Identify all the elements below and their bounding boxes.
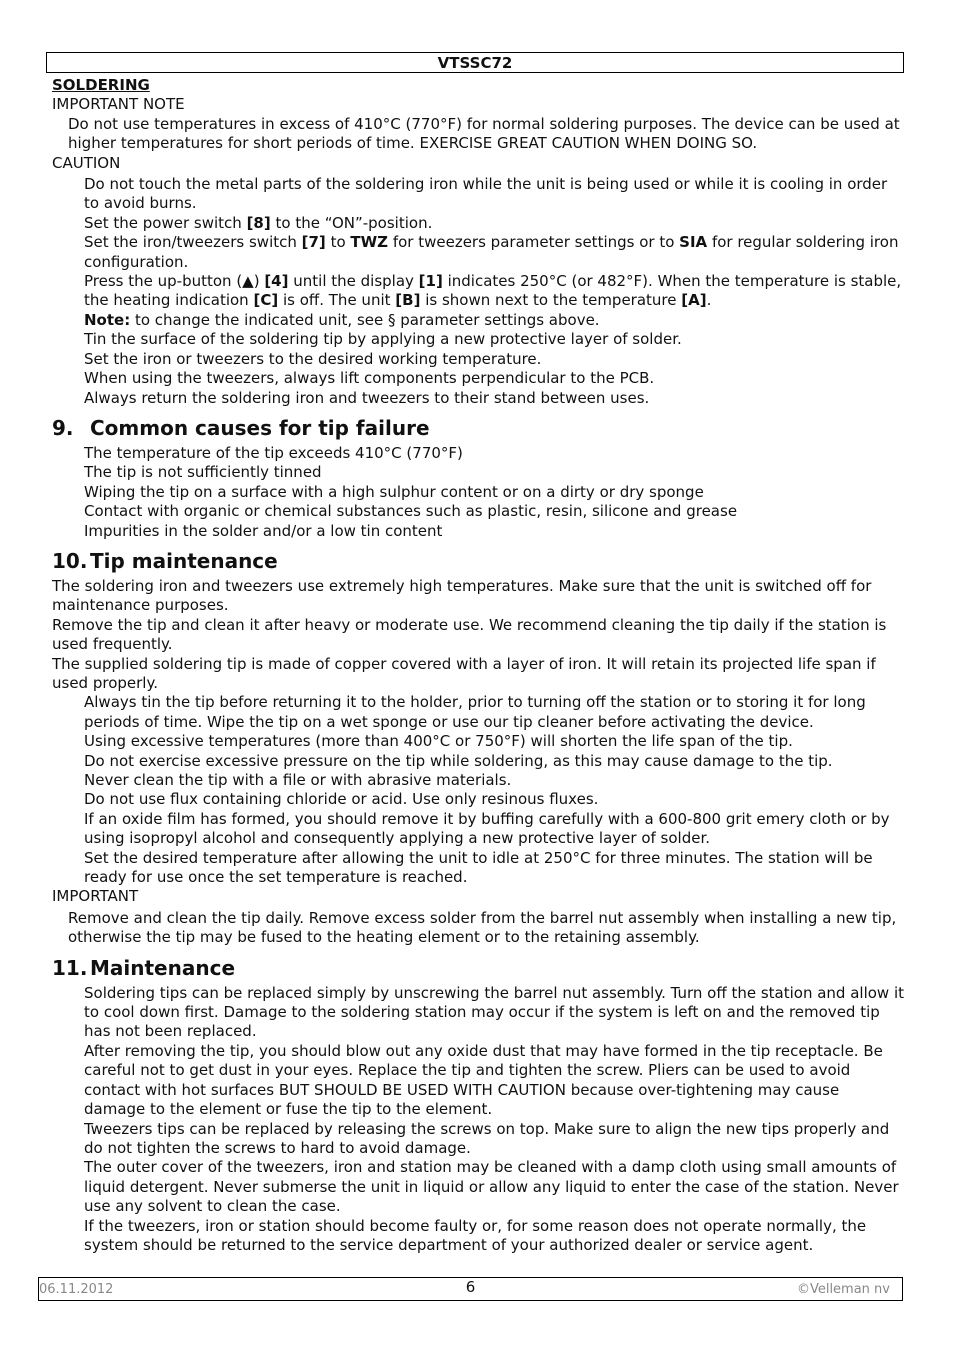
list-item: Do not exercise excessive pressure on the tip while soldering, as this may cause damage to the tip. — [84, 751, 833, 770]
ref-number: [1] — [418, 272, 443, 291]
list-item: Do not use flux containing chloride or acid. Use only resinous fluxes. — [84, 790, 599, 809]
footer-date: 06.11.2012 — [39, 1282, 114, 1297]
note-paragraph — [52, 311, 904, 330]
list-item: Soldering tips can be replaced simply by unscrewing the barrel nut assembly. Turn off the station and allow it to cool down first. Damage to the soldering station may occur if the system is left on and the removed tip has not been replaced. — [84, 983, 905, 1041]
model-name: VTSSC72 — [437, 54, 513, 72]
list-item: Tweezers tips can be replaced by releasing the screws on top. Make sure to align the new tips properly and do not tighten the screws to hard to avoid damage. — [84, 1119, 890, 1157]
ref-number: [8] — [246, 213, 271, 232]
ref-number: [C] — [253, 291, 279, 310]
list-item: When using the tweezers, always lift components perpendicular to the PCB. — [84, 369, 655, 388]
list-item: Set the iron or tweezers to the desired working temperature. — [84, 349, 542, 368]
ref-number: [4] — [264, 272, 289, 291]
text-run: is off. The unit — [278, 291, 396, 310]
important-note-text: Do not use temperatures in excess of 410°C (770°F) for normal soldering purposes. The device can be used at higher temperatures for short periods of time. EXERCISE GREAT CAUTION WHEN DOING SO. — [68, 114, 900, 153]
section-title: Maintenance — [90, 955, 236, 980]
list-item: If an oxide film has formed, you should remove it by buffing carefully with a 600-800 grit emery cloth or by using isopropyl alcohol and consequently applying a new protective layer of solder. — [84, 809, 890, 848]
important-label: IMPORTANT — [52, 887, 139, 906]
list-item: If the tweezers, iron or station should become faulty or, for some reason does not operate normally, the system should be returned to the service department of your authorized dealer or service agent. — [84, 1216, 867, 1254]
step-up-button — [52, 272, 904, 311]
text-run: for tweezers parameter settings or to — [388, 233, 680, 252]
list-item: After removing the tip, you should blow out any oxide dust that may have formed in the tip receptacle. Be careful not to get dust in your eyes. Replace the tip and tighten the screw. Pliers can be used to avoid contact with hot surfaces BUT SHOULD BE USED WITH CAUTION because over-tightening may cause damage to the element or fuse the tip to the element. — [84, 1041, 883, 1119]
section-10-heading — [52, 549, 904, 573]
text-run: indicates 250°C (or 482°F). When the temperature is stable, the heating indication — [84, 272, 902, 310]
list-item: Impurities in the solder and/or a low tin content — [84, 521, 443, 540]
paragraph: The supplied soldering tip is made of copper covered with a layer of iron. It will retain its projected life span if used properly. — [52, 654, 876, 692]
list-item: Always tin the tip before returning it to the holder, prior to turning off the station or to storing it for long periods of time. Wipe the tip on a wet sponge or use our tip cleaner before activating the device. — [84, 693, 866, 731]
list-item: Set the desired temperature after allowing the unit to idle at 250°C for three minutes. The station will be ready for use once the set temperature is reached. — [84, 848, 873, 887]
list-item: The outer cover of the tweezers, iron and station may be cleaned with a damp cloth using small amounts of liquid detergent. Never submerse the unit in liquid or allow any liquid to enter the case of the station. Never use any solvent to clean the case. — [84, 1158, 899, 1216]
paragraph: Remove the tip and clean it after heavy or moderate use. We recommend cleaning the tip daily if the station is used frequently. — [52, 615, 887, 654]
section-number: 10. — [52, 548, 88, 573]
section-9-heading — [52, 416, 904, 440]
step-iron-tweezers-switch — [52, 233, 904, 272]
text-run: until the display — [288, 272, 419, 291]
caution-text: Do not touch the metal parts of the soldering iron while the unit is being used or while it is cooling in order to avoid burns. — [84, 175, 888, 213]
caution-label: CAUTION — [52, 153, 121, 172]
ref-number: [7] — [301, 233, 326, 252]
section-number: 9. — [52, 415, 74, 440]
paragraph: The soldering iron and tweezers use extremely high temperatures. Make sure that the unit is switched off for maintenance purposes. — [52, 576, 872, 615]
page-number: 6 — [465, 1278, 476, 1296]
list-item: Using excessive temperatures (more than 400°C or 750°F) will shorten the life span of the tip. — [84, 732, 793, 751]
list-item: Contact with organic or chemical substances such as plastic, resin, silicone and grease — [84, 502, 738, 521]
section-title: Tip maintenance — [90, 548, 278, 573]
ref-number: [B] — [395, 291, 421, 310]
page-header — [46, 52, 904, 73]
list-item: Always return the soldering iron and tweezers to their stand between uses. — [84, 388, 650, 407]
ref-number: [A] — [681, 291, 707, 310]
section-title: Common causes for tip failure — [90, 415, 430, 440]
list-item: The tip is not sufficiently tinned — [84, 463, 322, 482]
mode-label: SIA — [679, 233, 708, 252]
list-item: Never clean the tip with a file or with abrasive materials. — [84, 771, 512, 789]
text-run: is shown next to the temperature — [420, 291, 682, 310]
section-number: 11. — [52, 955, 88, 980]
text-run: Press the up-button (▲) — [84, 272, 265, 291]
note-label: Note: — [84, 310, 131, 329]
text-run: Set the iron/tweezers switch — [84, 233, 302, 252]
note-text: to change the indicated unit, see § parameter settings above. — [130, 310, 600, 329]
section-11-heading — [52, 956, 904, 980]
step-power-switch — [52, 214, 904, 233]
text-run: to the “ON”-position. — [270, 213, 433, 232]
mode-label: TWZ — [350, 233, 389, 252]
text-run: . — [706, 291, 712, 310]
footer-copyright: ©Velleman nv — [796, 1282, 890, 1297]
text-run: for regular soldering iron configuration. — [84, 233, 899, 271]
list-item: The temperature of the tip exceeds 410°C (770°F) — [84, 443, 463, 462]
important-text: Remove and clean the tip daily. Remove excess solder from the barrel nut assembly when installing a new tip, otherwise the tip may be fused to the heating element or to the retaining assembly. — [68, 908, 897, 947]
page-content — [52, 76, 904, 1255]
soldering-title: SOLDERING — [52, 76, 150, 94]
text-run: to — [325, 233, 351, 252]
text-run: Set the power switch — [84, 213, 247, 232]
important-note-label: IMPORTANT NOTE — [52, 95, 185, 114]
page-footer — [38, 1277, 903, 1301]
list-item: Wiping the tip on a surface with a high sulphur content or on a dirty or dry sponge — [84, 482, 704, 501]
list-item: Tin the surface of the soldering tip by applying a new protective layer of solder. — [84, 330, 682, 349]
